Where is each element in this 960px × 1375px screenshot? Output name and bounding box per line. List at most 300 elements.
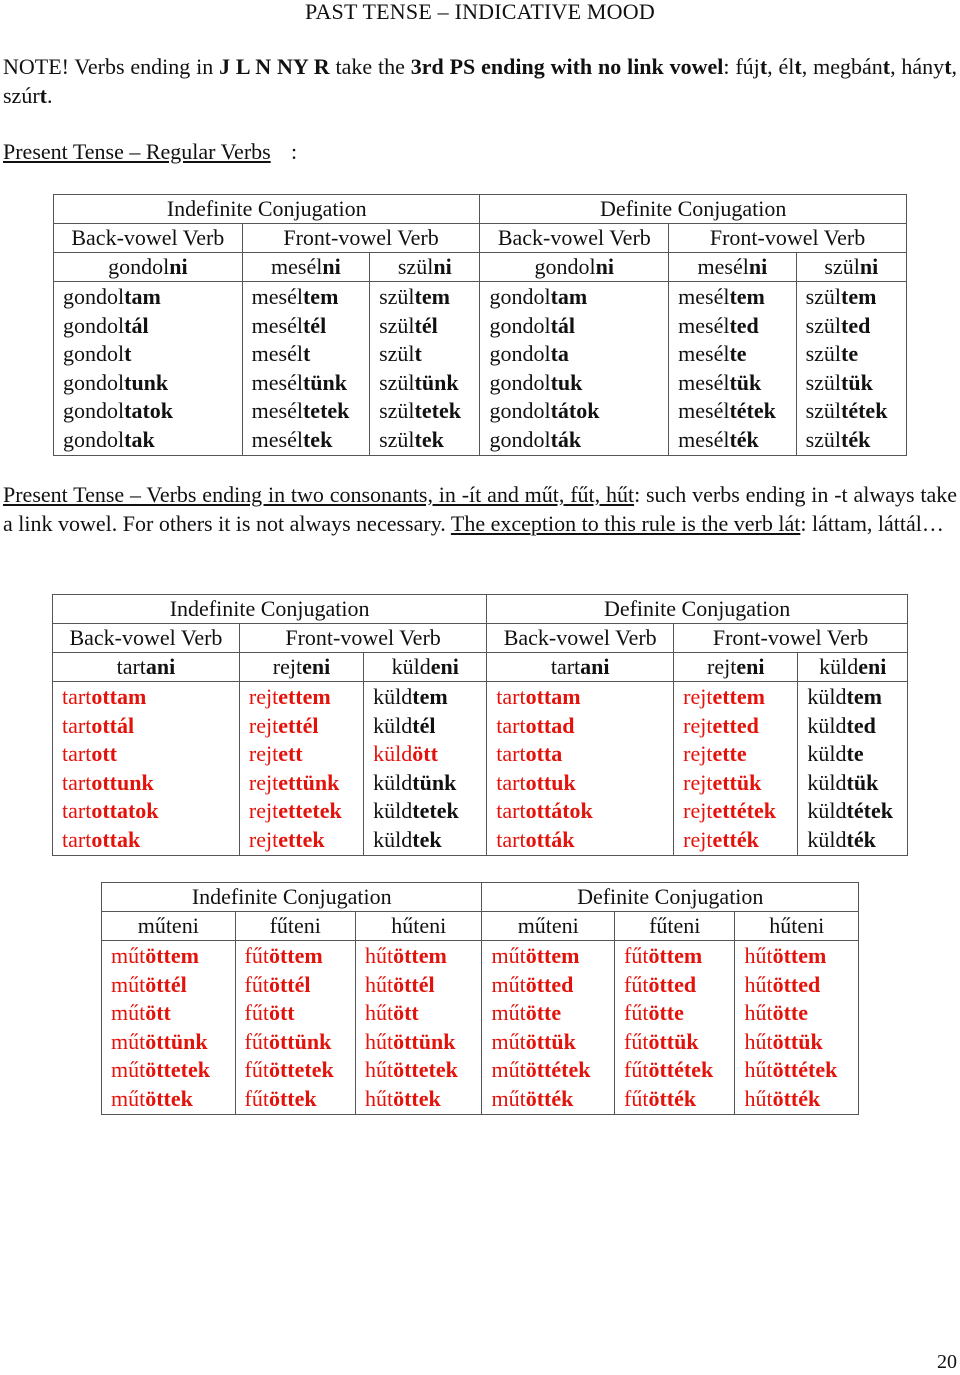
forms-row [53, 682, 908, 856]
verb-stem: fűt [244, 1085, 269, 1111]
forms-cell [242, 282, 369, 456]
verb-ending: ott [91, 741, 117, 766]
verb-form [252, 426, 369, 455]
verb-stem: mesél [251, 426, 303, 452]
verb-stem: gondol [489, 284, 551, 309]
verb-form [496, 769, 673, 798]
verb-form [496, 740, 673, 769]
verb-form [63, 369, 242, 398]
verb-ending: ották [525, 826, 575, 852]
infinitive-stem: hűteni [769, 913, 825, 938]
verb-stem: gondol [489, 426, 551, 452]
verb-form [807, 826, 907, 855]
verb-ending: öttek [145, 1085, 193, 1111]
verb-form [245, 1056, 355, 1085]
forms-cell [53, 682, 240, 856]
verb-stem: szül [379, 369, 415, 395]
verb-form [744, 971, 858, 1000]
verb-ending: tál [124, 312, 149, 338]
verb-stem: gondol [63, 369, 125, 395]
verb-ending: öttem [268, 943, 323, 968]
verb-form [62, 740, 239, 769]
forms-cell [674, 682, 798, 856]
verb-stem: hűt [364, 1057, 394, 1082]
verb-ending: ottál [91, 712, 135, 738]
verb-stem: műt [491, 971, 526, 997]
verb-stem: szül [805, 312, 842, 338]
verb-ending: öttem [145, 943, 199, 968]
verb-form [678, 369, 795, 398]
verb-form [491, 971, 614, 1000]
infinitive-stem: fűteni [649, 913, 701, 938]
verb-form [63, 312, 242, 341]
verb-ending: ték [729, 426, 759, 452]
verb-ending: tétek [841, 398, 888, 423]
sub-header-row [54, 224, 907, 253]
verb-form [807, 712, 907, 741]
group-header-cell: Indefinite Conjugation [53, 595, 487, 624]
verb-form [373, 740, 486, 769]
verb-form [491, 1028, 614, 1057]
verb-ending: ték [841, 426, 871, 452]
verb-stem: rejt [683, 798, 713, 823]
verb-form [249, 740, 363, 769]
infinitive-cell [487, 653, 674, 682]
group-header-row [102, 883, 859, 912]
note-example-ending: t [882, 54, 891, 79]
verb-ending: tuk [550, 369, 583, 395]
verb-form [624, 1056, 734, 1085]
note-example-stem: megbán [813, 54, 883, 79]
verb-ending: ottátok [525, 798, 593, 823]
verb-stem: mesél [678, 284, 730, 309]
verb-ending: tek [414, 426, 444, 452]
verb-ending: ta [550, 341, 569, 366]
verb-ending: ettétek [712, 798, 776, 823]
infinitive-stem: mesél [271, 254, 323, 279]
verb-stem: műt [111, 1028, 146, 1054]
verb-ending: tál [550, 312, 576, 338]
forms-cell [54, 282, 243, 456]
verb-form [62, 683, 239, 712]
verb-form [624, 942, 734, 971]
verb-form [683, 683, 797, 712]
verb-ending: ottad [525, 712, 575, 738]
infinitive-stem: műteni [517, 913, 579, 938]
verb-ending: öttem [393, 943, 447, 968]
infinitive-ending: ni [322, 254, 341, 279]
verb-stem: mesél [678, 398, 730, 423]
verb-ending: ettünk [278, 769, 340, 795]
verb-form [683, 712, 797, 741]
verb-form [379, 369, 479, 398]
verb-ending: ett [278, 741, 303, 766]
verb-stem: rejt [683, 826, 713, 852]
infinitive-stem: tart [116, 654, 146, 679]
verb-stem: tart [62, 684, 92, 709]
verb-stem: szül [805, 341, 842, 366]
exception-rule: The exception to this rule is the verb lát [450, 510, 801, 536]
verb-stem: tart [496, 684, 526, 709]
note-example-ending: t [944, 54, 952, 79]
infinitive-stem: tart [550, 654, 581, 679]
verb-stem: hűt [744, 1057, 773, 1082]
group-header-cell: Definite Conjugation [482, 883, 859, 912]
verb-stem: gondol [489, 398, 551, 423]
verb-stem: gondol [489, 369, 551, 395]
verb-form [744, 1028, 858, 1057]
verb-ending: ted [841, 312, 871, 338]
infinitive-row [53, 653, 908, 682]
forms-cell [798, 682, 908, 856]
forms-cell [370, 282, 480, 456]
forms-cell [487, 682, 674, 856]
verb-ending: tétek [729, 398, 776, 423]
infinitive-cell [53, 653, 240, 682]
verb-ending: öttük [648, 1028, 699, 1054]
sub-header-cell: Front-vowel Verb [669, 224, 907, 253]
verb-form [373, 769, 486, 798]
verb-ending: tük [841, 369, 873, 395]
verb-form [249, 683, 363, 712]
verb-ending: te [846, 741, 864, 766]
verb-form [744, 1085, 858, 1114]
verb-stem: mesél [251, 369, 303, 395]
verb-form [252, 312, 369, 341]
verb-stem: szül [379, 312, 415, 338]
verb-stem: mesél [251, 341, 303, 366]
infinitive-cell [735, 912, 859, 941]
infinitive-cell [480, 253, 669, 282]
sub-header-cell: Front-vowel Verb [674, 624, 908, 653]
verb-form [379, 340, 479, 369]
verb-ending: ottatok [91, 798, 159, 823]
section-two-consonants-text: : such verbs ending in -t always take a link vowel. For others it is not always necessary. [3, 482, 957, 536]
verb-ending: t [124, 341, 132, 366]
verb-stem: tart [62, 712, 92, 738]
verb-ending: tétek [846, 798, 893, 823]
verb-ending: tünk [412, 769, 457, 795]
verb-ending: ottak [91, 826, 141, 852]
verb-stem: küld [807, 712, 847, 738]
verb-form [245, 971, 355, 1000]
verb-form [678, 426, 795, 455]
infinitive-ending: ani [580, 654, 610, 679]
verb-ending: öttél [268, 971, 311, 997]
verb-stem: gondol [489, 341, 551, 366]
verb-ending: tetek [414, 398, 461, 423]
verb-stem: küld [807, 684, 847, 709]
forms-cell [364, 682, 487, 856]
verb-form [489, 426, 668, 455]
verb-ending: öttünk [145, 1028, 208, 1054]
forms-cell [239, 682, 363, 856]
verb-form [678, 283, 795, 312]
verb-ending: ötte [525, 1000, 562, 1025]
verb-stem: küld [373, 826, 413, 852]
sub-header-cell: Back-vowel Verb [487, 624, 674, 653]
verb-ending: ettél [278, 712, 319, 738]
infinitive-cell [798, 653, 908, 682]
forms-cell [102, 941, 236, 1115]
group-header-cell: Definite Conjugation [480, 195, 907, 224]
verb-stem: hűt [744, 943, 773, 968]
verb-ending: ötted [648, 971, 697, 997]
verb-stem: mesél [251, 398, 303, 423]
verb-form [496, 797, 673, 826]
sub-header-cell: Back-vowel Verb [480, 224, 669, 253]
verb-stem: hűt [364, 1000, 394, 1025]
verb-stem: hűt [364, 943, 394, 968]
verb-stem: hűt [364, 971, 394, 997]
forms-cell [735, 941, 859, 1115]
verb-stem: rejt [683, 769, 713, 795]
infinitive-ending: ni [595, 254, 615, 279]
verb-ending: tem [302, 284, 339, 309]
page-title: PAST TENSE – INDICATIVE MOOD [305, 0, 655, 24]
infinitive-ending: ani [145, 654, 176, 679]
sub-header-cell: Front-vowel Verb [242, 224, 480, 253]
verb-form [683, 826, 797, 855]
forms-row [102, 941, 859, 1115]
verb-ending: ötték [772, 1085, 821, 1111]
verb-stem: műt [491, 1028, 526, 1054]
verb-ending: ottam [525, 684, 581, 709]
note-example-stem: él [778, 54, 795, 79]
infinitive-ending: eni [430, 654, 459, 679]
verb-ending: öttek [393, 1085, 441, 1111]
verb-stem: fűt [624, 971, 649, 997]
note-example-stem: hány [901, 54, 945, 79]
verb-form [245, 1028, 355, 1057]
verb-stem: hűt [364, 1085, 394, 1111]
verb-stem: műt [111, 1000, 146, 1025]
group-header-cell: Definite Conjugation [487, 595, 908, 624]
verb-form [379, 312, 479, 341]
verb-form [249, 826, 363, 855]
verb-stem: küld [807, 798, 847, 823]
infinitive-ending: ni [859, 254, 879, 279]
verb-ending: ták [550, 426, 582, 452]
verb-stem: tart [62, 798, 92, 823]
verb-ending: öttetek [393, 1057, 458, 1082]
verb-ending: öttem [648, 943, 703, 968]
verb-stem: szül [379, 398, 415, 423]
verb-form [63, 426, 242, 455]
verb-ending: tük [846, 769, 879, 795]
verb-form [489, 340, 668, 369]
verb-stem: gondol [63, 312, 125, 338]
verb-stem: mesél [678, 426, 730, 452]
verb-ending: tátok [550, 398, 600, 423]
verb-form [683, 740, 797, 769]
verb-ending: t [414, 341, 422, 366]
conjugation-table-ut-verbs [101, 882, 859, 1115]
verb-form [806, 283, 906, 312]
verb-ending: te [841, 341, 859, 366]
verb-form [252, 340, 369, 369]
verb-form [63, 340, 242, 369]
verb-ending: öttétek [525, 1057, 591, 1082]
verb-ending: ették [712, 826, 759, 852]
verb-form [252, 283, 369, 312]
note-rule: 3rd PS ending with no link vowel [410, 54, 724, 79]
verb-stem: műt [111, 1057, 146, 1082]
group-header-cell: Indefinite Conjugation [54, 195, 480, 224]
verb-form [744, 1056, 858, 1085]
verb-ending: öttünk [393, 1028, 456, 1054]
verb-form [806, 312, 906, 341]
verb-ending: tam [550, 284, 588, 309]
infinitive-stem: rejt [272, 654, 303, 679]
verb-stem: tart [496, 712, 526, 738]
verb-ending: ettem [712, 684, 765, 709]
verb-stem: küld [373, 712, 413, 738]
verb-ending: otta [525, 741, 563, 766]
verb-ending: ötték [648, 1085, 697, 1111]
infinitive-stem: műteni [137, 913, 199, 938]
verb-stem: rejt [248, 798, 279, 823]
verb-ending: ottunk [91, 769, 154, 795]
infinitive-cell [615, 912, 735, 941]
verb-form [744, 999, 858, 1028]
forms-cell [669, 282, 796, 456]
verb-ending: ted [846, 712, 876, 738]
note-example-ending: t [759, 54, 768, 79]
note-example-ending: t [39, 83, 47, 108]
verb-form [807, 740, 907, 769]
infinitive-ending: ni [433, 254, 452, 279]
verb-stem: műt [491, 943, 526, 968]
verb-stem: hűt [744, 1085, 773, 1111]
verb-ending: tünk [414, 369, 459, 395]
verb-stem: fűt [624, 1085, 649, 1111]
verb-stem: fűt [244, 943, 269, 968]
note-mid: take the [329, 54, 411, 79]
infinitive-ending: ni [169, 254, 188, 279]
verb-form [379, 283, 479, 312]
infinitive-cell [674, 653, 798, 682]
verb-ending: tunk [124, 369, 169, 395]
section-two-consonants-paragraph [3, 481, 957, 538]
verb-ending: öttem [772, 943, 827, 968]
verb-form [678, 312, 795, 341]
infinitive-stem: gondol [108, 254, 170, 279]
verb-ending: öttük [525, 1028, 576, 1054]
verb-stem: küld [807, 741, 847, 766]
verb-ending: öttük [772, 1028, 823, 1054]
verb-stem: tart [496, 769, 526, 795]
verb-form [62, 797, 239, 826]
verb-stem: küld [807, 826, 847, 852]
verb-ending: öttetek [145, 1057, 210, 1082]
verb-ending: öttem [525, 943, 580, 968]
verb-stem: rejt [248, 712, 279, 738]
infinitive-stem: küld [819, 654, 859, 679]
verb-stem: műt [491, 1085, 526, 1111]
verb-form [678, 397, 795, 426]
verb-stem: fűt [624, 943, 649, 968]
verb-form [111, 1056, 235, 1085]
verb-form [249, 712, 363, 741]
verb-stem: műt [111, 943, 146, 968]
verb-stem: műt [111, 1085, 146, 1111]
verb-form [624, 1028, 734, 1057]
verb-form [62, 826, 239, 855]
verb-form [373, 797, 486, 826]
verb-form [62, 769, 239, 798]
verb-ending: ték [846, 826, 876, 852]
verb-stem: szül [379, 426, 415, 452]
verb-form [496, 712, 673, 741]
verb-stem: fűt [624, 1057, 649, 1082]
verb-stem: mesél [678, 312, 730, 338]
verb-ending: tük [729, 369, 762, 395]
verb-form [373, 712, 486, 741]
verb-form [365, 971, 482, 1000]
verb-stem: rejt [683, 712, 713, 738]
verb-form [683, 797, 797, 826]
forms-cell [355, 941, 482, 1115]
verb-form [491, 999, 614, 1028]
note-paragraph [3, 52, 957, 110]
verb-form [252, 397, 369, 426]
verb-stem: műt [491, 1057, 526, 1082]
verb-ending: tek [412, 826, 442, 852]
verb-ending: tem [412, 684, 448, 709]
verb-ending: tem [414, 284, 450, 309]
verb-ending: te [729, 341, 747, 366]
verb-stem: fűt [624, 1000, 649, 1025]
sub-header-cell: Front-vowel Verb [239, 624, 486, 653]
verb-form [491, 942, 614, 971]
verb-ending: tél [414, 312, 438, 338]
verb-stem: tart [62, 741, 92, 766]
infinitive-ending: eni [858, 654, 887, 679]
verb-stem: fűt [244, 1028, 269, 1054]
verb-stem: gondol [63, 426, 125, 452]
verb-ending: ötted [772, 971, 821, 997]
verb-form [807, 769, 907, 798]
verb-stem: küld [373, 684, 413, 709]
verb-ending: tak [124, 426, 155, 452]
verb-stem: rejt [248, 741, 279, 766]
verb-ending: ött [412, 741, 438, 766]
verb-stem: fűt [244, 1000, 269, 1025]
verb-ending: öttetek [268, 1057, 334, 1082]
verb-stem: tart [496, 741, 526, 766]
section-heading-two-consonants: Present Tense – Verbs ending in two consonants, in -ít and műt, fűt, hűt [3, 482, 635, 507]
verb-ending: ottuk [525, 769, 576, 795]
verb-stem: fűt [624, 1028, 649, 1054]
verb-ending: ötted [525, 971, 574, 997]
verb-form [489, 312, 668, 341]
verb-stem: gondol [489, 312, 551, 338]
verb-form [489, 283, 668, 312]
conjugation-table-two-consonants [52, 594, 908, 856]
infinitive-ending: eni [736, 654, 765, 679]
verb-ending: ettem [278, 684, 331, 709]
infinitive-stem: rejt [707, 654, 737, 679]
verb-ending: tünk [302, 369, 348, 395]
infinitive-stem: fűteni [269, 913, 321, 938]
verb-form [491, 1056, 614, 1085]
verb-form [379, 397, 479, 426]
verb-ending: t [302, 341, 311, 366]
verb-form [806, 397, 906, 426]
note-examples: fújt, élt, megbánt, hányt, szúrt. [3, 54, 958, 108]
verb-form [806, 340, 906, 369]
